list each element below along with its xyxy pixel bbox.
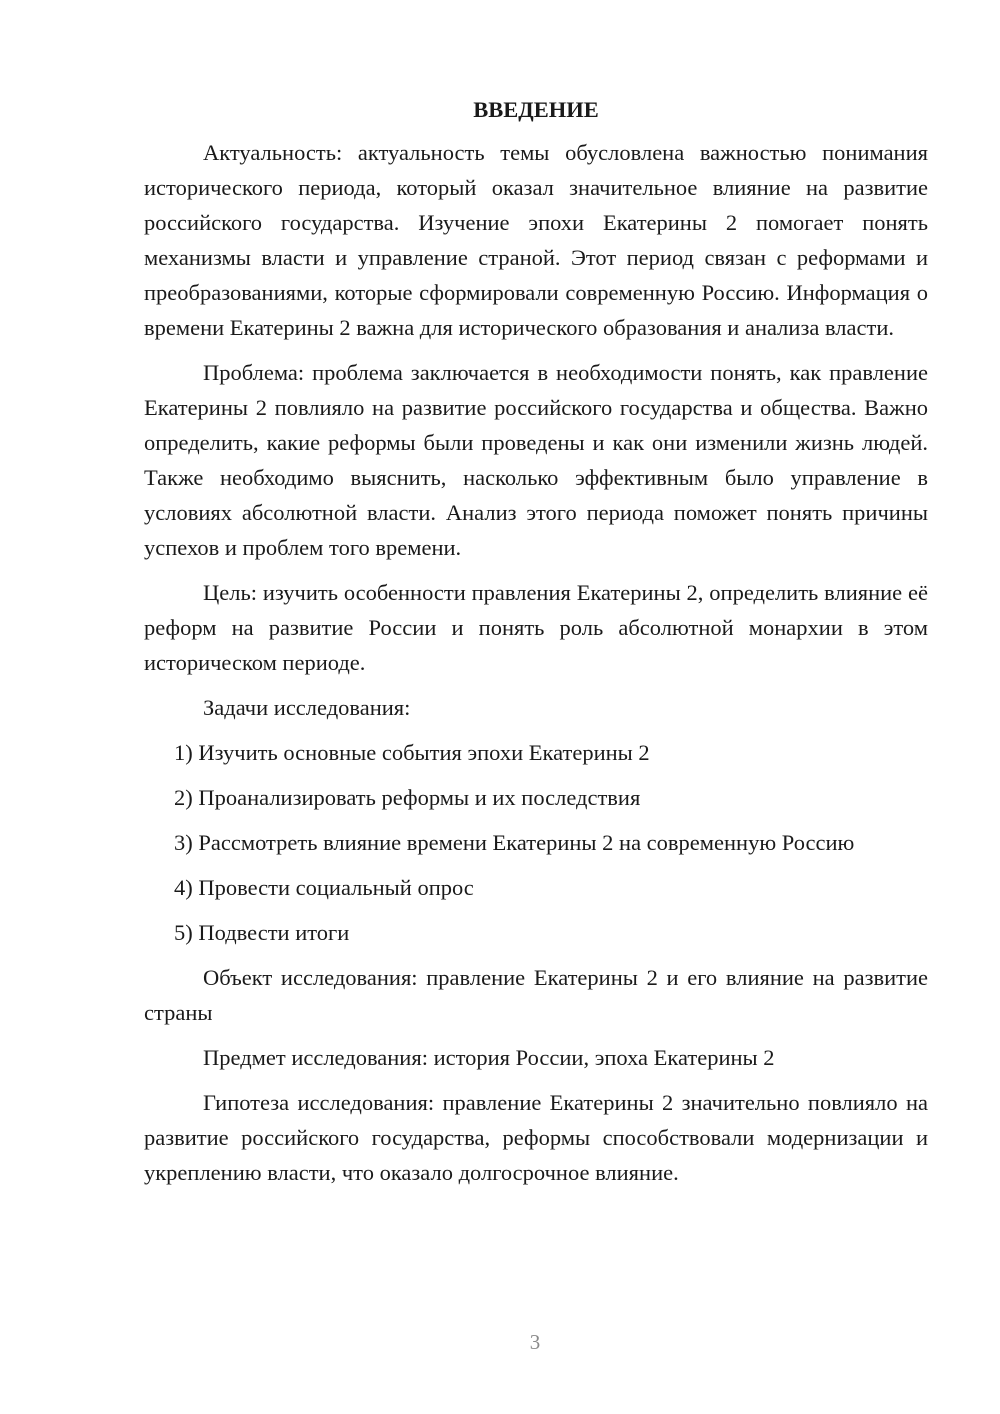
list-item: 3) Рассмотреть влияние времени Екатерины 2 на современную Россию (174, 830, 855, 855)
paragraph-hypothesis: Гипотеза исследования: правление Екатерины 2 значительно повлияло на развитие российского государства, реформы способствовали модернизации и укреплению власти, что оказало долгосрочное влияние. (144, 1090, 928, 1185)
list-item: 4) Провести социальный опрос (174, 875, 474, 900)
paragraph-goal: Цель: изучить особенности правления Екатерины 2, определить влияние её реформ на развитие России и понять роль абсолютной монархии в этом историческом периоде. (144, 580, 928, 675)
section-title: ВВЕДЕНИЕ (473, 97, 599, 122)
page-number: 3 (529, 1330, 541, 1354)
paragraph-relevance: Актуальность: актуальность темы обусловлена важностью понимания исторического периода, который оказал значительное влияние на развитие российского государства. Изучение эпохи Екатерины 2 помогает понять механизмы власти и управление страной. Этот период связан с реформами и преобразованиями, которые сформировали современную Россию. Информация о времени Екатерины 2 важна для исторического образования и анализа власти. (144, 140, 928, 340)
list-item: 5) Подвести итоги (174, 920, 350, 945)
tasks-heading: Задачи исследования: (203, 695, 411, 720)
document-page (144, 92, 928, 1200)
paragraph-object: Объект исследования: правление Екатерины 2 и его влияние на развитие страны (144, 965, 928, 1025)
list-item: 2) Проанализировать реформы и их последствия (174, 785, 641, 810)
paragraph-problem: Проблема: проблема заключается в необходимости понять, как правление Екатерины 2 повлияло на развитие российского государства и общества. Важно определить, какие реформы были проведены и как они изменили жизнь людей. Также необходимо выяснить, насколько эффективным было управление в условиях абсолютной власти. Анализ этого периода поможет понять причины успехов и проблем того времени. (144, 360, 928, 560)
tasks-list (144, 735, 928, 950)
list-item: 1) Изучить основные события эпохи Екатерины 2 (174, 740, 650, 765)
paragraph-subject: Предмет исследования: история России, эпоха Екатерины 2 (203, 1045, 775, 1070)
